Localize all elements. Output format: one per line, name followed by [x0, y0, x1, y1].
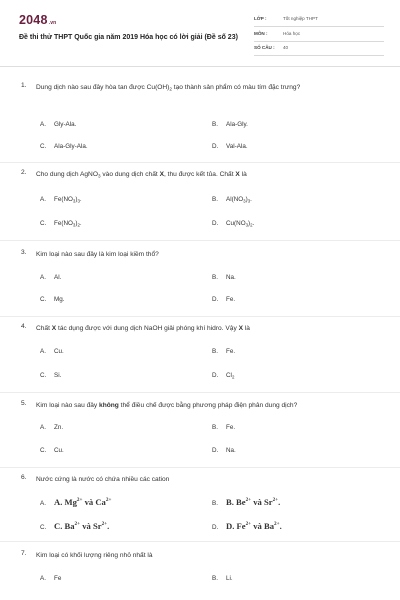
question-divider [0, 316, 400, 317]
option-d[interactable]: D. Val-Ala. [212, 143, 248, 150]
question-text: Chất X tác dụng được với dung dịch NaOH giải phóng khí hidro. Vậy X là [36, 325, 250, 332]
option-b[interactable]: B. Li. [212, 575, 233, 582]
question-number: 4. [21, 323, 27, 330]
option-c[interactable]: C. C. $Ba^{2+}$ và $Sr^{2+}$. [40, 521, 110, 531]
option-c[interactable]: C. Si. [40, 372, 62, 379]
option-c[interactable]: C. $Fe(NO_3)_2$. [40, 220, 82, 228]
option-b[interactable]: B. Fe. [212, 424, 236, 431]
question-text: Dung dịch nào sau đây hòa tan được $Cu(OH)_2$ tạo thành sản phẩm có màu tím đặc trưng? [36, 84, 301, 92]
question-number: 2. [21, 169, 27, 176]
meta-label: SỐ CÂU : [254, 45, 275, 50]
option-b[interactable]: B. B. $Be^{2+}$ và $Sr^{2+}$. [212, 497, 281, 507]
option-b[interactable]: B. Ala-Gly. [212, 121, 248, 128]
question-text: Nước cứng là nước có chứa nhiều các cation [36, 476, 170, 483]
question-number: 3. [21, 249, 27, 256]
option-a[interactable]: A. Zn. [40, 424, 64, 431]
meta-value: 40 [283, 45, 289, 50]
option-b[interactable]: B. $Al(NO_3)_3$. [212, 196, 252, 204]
question-number: 5. [21, 400, 27, 407]
question-text: Kim loại có khối lượng riêng nhỏ nhất là [36, 552, 153, 559]
option-b[interactable]: B. Fe. [212, 348, 236, 355]
option-a[interactable]: A. Gly-Ala. [40, 121, 77, 128]
meta-row-subject [254, 29, 384, 42]
header-divider [0, 66, 400, 67]
site-logo[interactable]: 2048.vn [19, 13, 57, 27]
option-c[interactable]: C. Ala-Gly-Ala. [40, 143, 88, 150]
question-divider [0, 162, 400, 163]
meta-value: Hóa học [283, 31, 301, 36]
question-divider [0, 541, 400, 542]
meta-row-class [254, 14, 384, 27]
meta-label: MÔN : [254, 31, 268, 36]
question-divider [0, 240, 400, 241]
question-number: 1. [21, 82, 27, 89]
option-d[interactable]: D. Na. [212, 447, 236, 454]
option-d[interactable]: D. D. $Fe^{2+}$ và $Ba^{2+}$. [212, 521, 282, 531]
option-d[interactable]: D. $Cu(NO_3)_2$. [212, 220, 255, 228]
question-text: Cho dung dịch AgNO$_3$ vào dung dịch chất X, thu được kết tủa. Chất X là [36, 171, 247, 179]
option-a[interactable]: A. $Fe(NO_3)_3$. [40, 196, 82, 204]
question-number: 7. [21, 550, 27, 557]
option-c[interactable]: C. Mg. [40, 296, 65, 303]
meta-value: Tốt nghiệp THPT [283, 16, 318, 21]
question-text: Kim loại nào sau đây là kim loại kiềm thổ? [36, 251, 159, 258]
option-a[interactable]: A. Cu. [40, 348, 64, 355]
option-a[interactable]: A. Fe [40, 575, 62, 582]
option-c[interactable]: C. Cu. [40, 447, 64, 454]
question-number: 6. [21, 474, 27, 481]
option-a[interactable]: A. A. $Mg^{2+}$ và $Ca^{2+}$ [40, 497, 112, 507]
meta-label: LỚP : [254, 16, 267, 21]
option-d[interactable]: D. Fe. [212, 296, 236, 303]
option-d[interactable]: D. $Cl_2$ [212, 372, 235, 380]
question-divider [0, 392, 400, 393]
option-b[interactable]: B. Na. [212, 274, 236, 281]
meta-row-count [254, 43, 384, 56]
question-text: Kim loại nào sau đây không thể điều chế được bằng phương pháp điện phân dung dịch? [36, 402, 298, 409]
page-title: Đề thi thử THPT Quốc gia năm 2019 Hóa học có lời giải (Đề số 23) [19, 34, 238, 41]
option-a[interactable]: A. Al. [40, 274, 62, 281]
header [0, 0, 400, 66]
question-divider [0, 467, 400, 468]
